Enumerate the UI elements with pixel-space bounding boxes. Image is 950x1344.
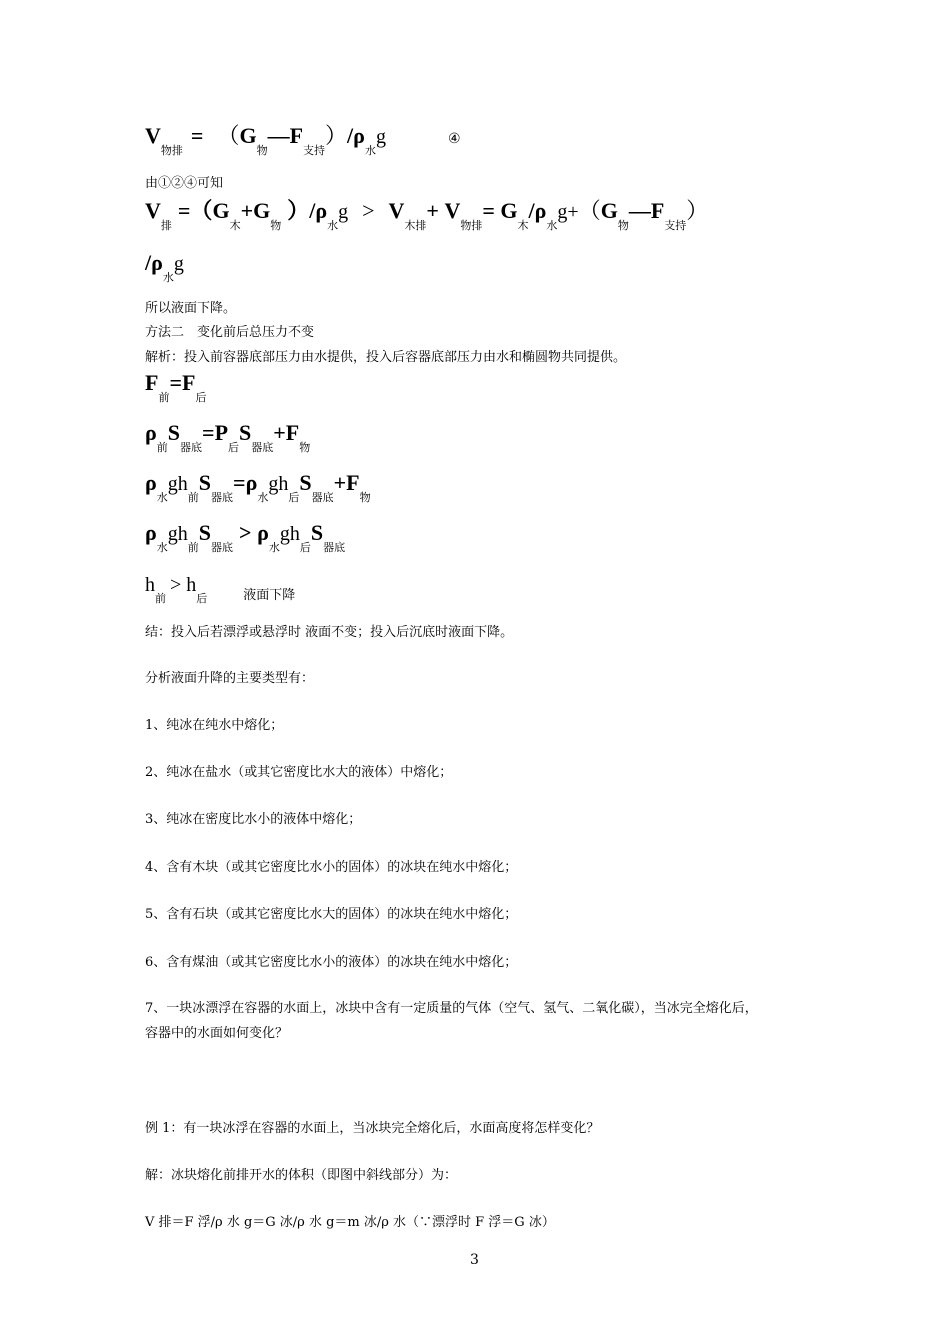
subscript: 水	[156, 542, 168, 554]
symbol: ）	[686, 198, 709, 223]
subscript: 水	[257, 492, 269, 504]
equation-note: 液面下降	[243, 587, 296, 602]
subscript: 器底	[211, 492, 234, 504]
symbol: ）/ρ	[287, 198, 328, 223]
subscript: 前	[156, 442, 168, 454]
equation-force-equal	[145, 370, 207, 404]
list-item-continuation: 容器中的水面如何变化？	[145, 1026, 289, 1041]
symbol: ）	[325, 123, 348, 148]
paragraph: 由①②④可知	[145, 176, 224, 191]
symbol: —F	[267, 123, 304, 148]
subscript: 器底	[323, 542, 346, 554]
symbol: S	[299, 470, 312, 495]
symbol: /ρ	[347, 123, 365, 148]
subscript: 前	[187, 492, 199, 504]
symbol: S	[310, 520, 324, 545]
symbol: > ρ	[239, 520, 269, 545]
subscript: 前	[187, 542, 199, 554]
list-item: 3、纯冰在密度比水小的液体中熔化；	[145, 812, 362, 827]
symbol: ρ	[145, 520, 157, 545]
symbol: g	[173, 253, 184, 275]
symbol: S	[167, 420, 181, 445]
subscript: 木排	[404, 220, 427, 232]
equation-height-compare	[145, 573, 296, 605]
subscript: 器底	[211, 542, 234, 554]
list-item: 1、纯冰在纯水中熔化；	[145, 718, 284, 733]
symbol: /ρ	[145, 250, 163, 275]
symbol: S	[239, 420, 252, 445]
subscript: 木	[517, 220, 529, 232]
solution-text: 解：冰块熔化前排开水的体积（即图中斜线部分）为：	[145, 1168, 458, 1183]
subscript: 物	[299, 442, 311, 454]
subscript: 水	[364, 145, 376, 157]
list-item: 2、纯冰在盐水（或其它密度比水大的液体）中熔化；	[145, 765, 453, 780]
paragraph: 所以液面下降。	[145, 301, 237, 316]
equation-comparison	[145, 198, 709, 232]
subscript: 后	[195, 392, 207, 404]
conclusion: 结：投入后若漂浮或悬浮时 液面不变；投入后沉底时液面下降。	[145, 625, 514, 640]
subscript: 物	[359, 492, 371, 504]
symbol: ρ	[145, 470, 157, 495]
symbol: g	[375, 126, 386, 148]
equation-continuation	[145, 250, 184, 284]
equation-v-object-displaced	[145, 123, 461, 157]
subscript: 器底	[180, 442, 203, 454]
equation-marker: ④	[447, 132, 461, 147]
symbol: G	[600, 198, 618, 223]
symbol: V	[145, 123, 161, 148]
subscript: 水	[268, 542, 280, 554]
solution-formula: V 排＝F 浮/ρ 水 g＝G 冰/ρ 水 g＝m 冰/ρ 水（∵漂浮时 F 浮＝G 冰）	[145, 1215, 555, 1230]
symbol: + V	[426, 198, 461, 223]
list-item: 6、含有煤油（或其它密度比水小的液体）的冰块在纯水中熔化；	[145, 955, 518, 970]
symbol: +G	[240, 198, 271, 223]
subscript: 前	[155, 593, 166, 605]
symbol: gh	[279, 523, 300, 545]
symbol: +F	[273, 420, 300, 445]
subscript: 木	[229, 220, 241, 232]
symbol: ρ	[145, 420, 157, 445]
types-intro: 分析液面升降的主要类型有：	[145, 671, 315, 686]
symbol: g+	[557, 201, 579, 223]
list-item: 7、一块冰漂浮在容器的水面上，冰块中含有一定质量的气体（空气、氢气、二氧化碳），当冰完全熔化后，	[145, 1001, 758, 1016]
symbol: gh	[167, 473, 188, 495]
symbol: V	[388, 198, 405, 223]
subscript: 支持	[664, 220, 687, 232]
symbol: > h	[170, 574, 197, 596]
subscript: 物	[270, 220, 282, 232]
equation-pressure	[145, 420, 311, 454]
symbol: g	[338, 201, 349, 223]
symbol: gh	[268, 473, 289, 495]
symbol: =P	[202, 420, 229, 445]
symbol: =	[190, 123, 204, 148]
subscript: 物	[617, 220, 629, 232]
equation-inequality	[145, 520, 346, 554]
example-question: 例 1：有一块冰浮在容器的水面上，当冰块完全熔化后，水面高度将怎样变化？	[145, 1121, 600, 1136]
symbol: h	[145, 574, 155, 596]
symbol: >	[362, 198, 375, 223]
subscript: 器底	[251, 442, 274, 454]
symbol: （	[578, 198, 601, 223]
subscript: 水	[546, 220, 558, 232]
symbol: =ρ	[233, 470, 258, 495]
symbol: S	[198, 470, 212, 495]
symbol: gh	[167, 523, 188, 545]
subscript: 水	[156, 492, 168, 504]
symbol: S	[198, 520, 212, 545]
symbol: F	[145, 370, 159, 395]
subscript: 器底	[311, 492, 334, 504]
symbol: V	[145, 198, 161, 223]
symbol: —F	[628, 198, 665, 223]
list-item: 4、含有木块（或其它密度比水小的固体）的冰块在纯水中熔化；	[145, 860, 518, 875]
list-item: 5、含有石块（或其它密度比水大的固体）的冰块在纯水中熔化；	[145, 907, 518, 922]
subscript: 物排	[160, 145, 183, 157]
subscript: 后	[299, 542, 311, 554]
subscript: 水	[162, 272, 174, 284]
subscript: 后	[228, 442, 240, 454]
paragraph: 解析：投入前容器底部压力由水提供，投入后容器底部压力由水和椭圆物共同提供。	[145, 350, 627, 365]
symbol: +F	[333, 470, 360, 495]
equation-pressure-expanded	[145, 470, 371, 504]
subscript: 前	[158, 392, 170, 404]
symbol: G	[212, 198, 230, 223]
symbol: =F	[169, 370, 196, 395]
symbol: G	[239, 123, 257, 148]
subscript: 物	[256, 145, 268, 157]
page-number: 3	[470, 1252, 479, 1268]
subscript: 物排	[460, 220, 483, 232]
symbol: =（	[177, 198, 213, 223]
subscript: 水	[327, 220, 339, 232]
symbol: /ρ	[528, 198, 547, 223]
subscript: 支持	[303, 145, 326, 157]
symbol: （	[217, 123, 240, 148]
subscript: 排	[160, 220, 172, 232]
subscript: 后	[196, 593, 208, 605]
symbol: = G	[482, 198, 518, 223]
subscript: 后	[288, 492, 300, 504]
section-heading: 方法二 变化前后总压力不变	[145, 325, 315, 340]
